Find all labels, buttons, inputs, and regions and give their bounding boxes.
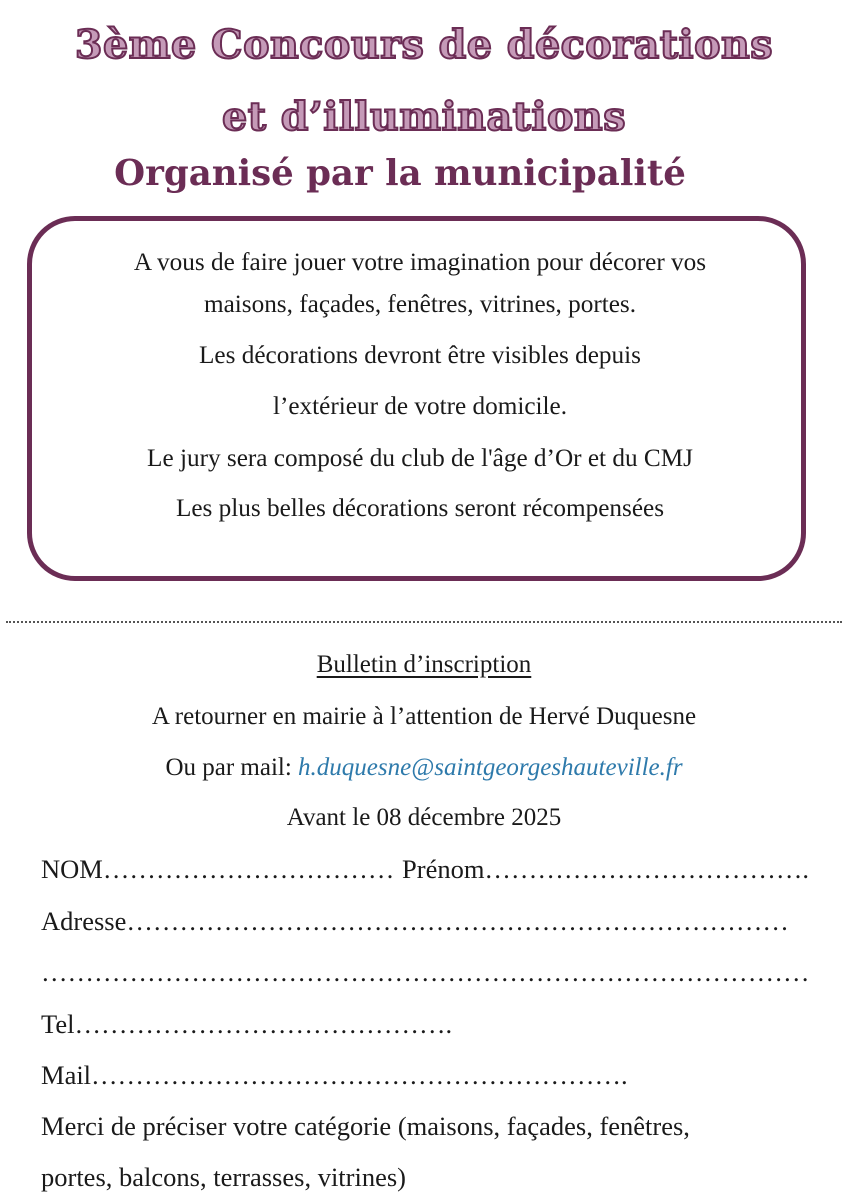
category-instructions-line1: Merci de préciser votre catégorie (maisons, façades, fenêtres, (41, 1111, 690, 1141)
registration-form-title (0, 649, 848, 681)
contest-title-line1: 3ème Concours de décorations (74, 22, 774, 68)
nom-field[interactable]: NOM…………………………… (41, 854, 395, 884)
return-instructions: A retourner en mairie à l’attention de Hervé Duquesne (151, 703, 697, 730)
info-line-6: Les plus belles décorations seront récompensées (175, 495, 665, 522)
cut-line-divider (6, 621, 842, 623)
mail-field[interactable]: Mail……………………………………………………. (41, 1060, 628, 1090)
info-line-2: maisons, façades, fenêtres, vitrines, portes. (203, 291, 637, 318)
bulletin-title-text: Bulletin d’inscription (316, 651, 532, 678)
mail-prefix: Ou par mail: (165, 754, 299, 781)
mail-instructions (0, 752, 848, 784)
prenom-field[interactable]: Prénom………………………………. (402, 854, 810, 884)
organizer-subtitle: Organisé par la municipalité (114, 153, 686, 194)
category-instructions-line2: portes, balcons, terrasses, vitrines) (41, 1162, 407, 1192)
contest-title-line2: et d’illuminations (222, 94, 626, 140)
adresse-continuation-field[interactable]: …………………………………………………………………………… (41, 957, 810, 987)
info-line-1: A vous de faire jouer votre imagination pour décorer vos (133, 249, 707, 276)
deadline-text: Avant le 08 décembre 2025 (286, 804, 562, 831)
info-line-3: Les décorations devront être visibles depuis (199, 342, 641, 369)
tel-field[interactable]: Tel……………………………………. (41, 1009, 453, 1039)
info-line-5: Le jury sera composé du club de l'âge d’Or et du CMJ (147, 445, 693, 472)
contact-email-link[interactable]: h.duquesne@saintgeorgeshauteville.fr (298, 754, 683, 781)
info-line-4: l’extérieur de votre domicile. (272, 393, 568, 420)
adresse-field[interactable]: Adresse………………………………………………………………… (41, 906, 789, 936)
